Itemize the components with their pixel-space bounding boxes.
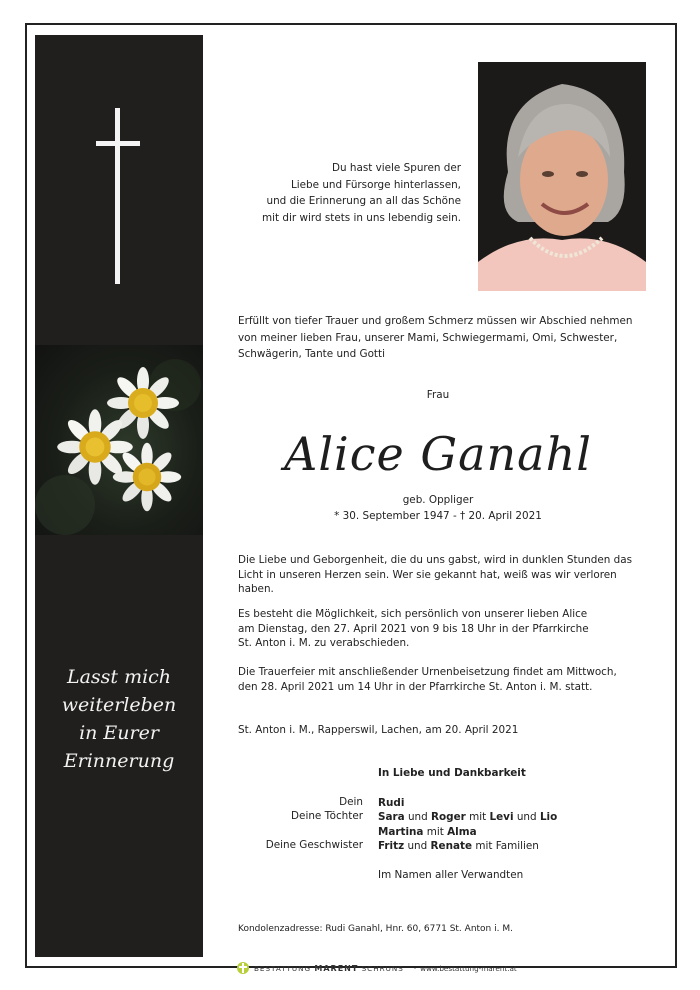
family-relatives: Im Namen aller Verwandten — [378, 869, 524, 881]
footer-website[interactable]: www.bestattung-marent.at — [420, 963, 517, 973]
place-date: St. Anton i. M., Rapperswil, Lachen, am 20. April 2021 — [238, 724, 519, 736]
verse-line: und die Erinnerung an all das Schöne — [266, 195, 461, 207]
deceased-name: Alice Ganahl — [284, 427, 592, 481]
portrait-photo — [478, 62, 646, 291]
paragraph-line: den 28. April 2021 um 14 Uhr in der Pfarrkirche St. Anton i. M. statt. — [238, 680, 593, 693]
paragraph-line: Licht in unseren Herzen sein. Wer sie gekannt hat, weiß was wir verloren — [238, 568, 617, 581]
family-connector: mit Familien — [475, 840, 539, 852]
cross-icon — [96, 108, 140, 284]
family-husband — [378, 796, 404, 811]
paragraph-line: am Dienstag, den 27. April 2021 von 9 bis 18 Uhr in der Pfarrkirche — [238, 622, 589, 635]
paragraph-line: Es besteht die Möglichkeit, sich persönlich von unserer lieben Alice — [238, 608, 588, 620]
verse-line: Du hast viele Spuren der — [331, 162, 461, 174]
family-name: Roger — [431, 811, 466, 823]
family-label-siblings: Deine Geschwister — [265, 839, 363, 851]
family-daughters-row1 — [378, 810, 557, 825]
family-name: Fritz — [378, 840, 405, 852]
footer-town: SCHRUNS — [361, 963, 404, 973]
verse-line: Liebe und Fürsorge hinterlassen, — [290, 178, 461, 191]
sidebar-quote-line: weiterleben — [61, 694, 177, 716]
paragraph-farewell — [238, 607, 648, 651]
footer-brand-name: MARENT — [314, 963, 359, 973]
funeral-home-logo-icon — [236, 961, 250, 975]
paragraph-line: Die Trauerfeier mit anschließender Urnenbeisetzung findet am Mittwoch, — [238, 666, 617, 678]
paragraph-ceremony — [238, 665, 648, 694]
intro-line: Schwägerin, Tante und Gotti — [238, 348, 385, 360]
closing-heading: In Liebe und Dankbarkeit — [378, 767, 526, 779]
paragraph-line: Die Liebe und Geborgenheit, die du uns gabst, wird in dunklen Stunden das — [238, 554, 633, 566]
footer-brand — [254, 964, 404, 973]
family-name: Sara — [378, 811, 405, 823]
sidebar-quote — [35, 663, 203, 775]
life-dates: * 30. September 1947 - † 20. April 2021 — [334, 510, 542, 522]
sidebar-quote-line: in Eurer — [79, 722, 159, 744]
family-connector: und — [407, 811, 428, 823]
family-name: Alma — [447, 826, 477, 838]
sidebar-quote-line: Lasst mich — [66, 666, 172, 688]
family-name: Lio — [539, 811, 558, 823]
family-connector: mit — [426, 826, 444, 838]
daisy-flowers-image — [35, 345, 203, 535]
sidebar-quote-line: Erinnerung — [63, 750, 175, 772]
salutation: Frau — [426, 389, 450, 401]
intro-line: Erfüllt von tiefer Trauer und großem Schmerz müssen wir Abschied nehmen — [238, 315, 633, 327]
family-name: Rudi — [378, 797, 405, 809]
footer-branding — [236, 961, 517, 975]
paragraph-line: haben. — [238, 583, 274, 596]
footer-brand-prefix: BESTATTUNG — [254, 963, 312, 973]
family-siblings — [378, 839, 539, 854]
family-name: Levi — [489, 811, 514, 823]
family-connector: mit — [469, 811, 487, 823]
footer-separator: · — [413, 963, 417, 973]
family-connector: und — [516, 811, 537, 823]
family-label-daughters: Deine Töchter — [291, 810, 363, 822]
verse-line: mit dir wird stets in uns lebendig sein. — [262, 211, 461, 224]
paragraph-line: St. Anton i. M. zu verabschieden. — [238, 637, 410, 650]
intro-line: von meiner lieben Frau, unserer Mami, Schwiegermami, Omi, Schwester, — [238, 331, 618, 344]
family-name: Renate — [430, 840, 473, 852]
intro-text — [238, 313, 638, 363]
family-daughters-row2 — [378, 825, 477, 840]
paragraph-remembrance — [238, 553, 648, 597]
memorial-verse — [225, 160, 461, 226]
family-label-husband: Dein — [339, 796, 363, 808]
family-name: Martina — [378, 826, 424, 838]
family-connector: und — [407, 840, 428, 852]
condolence-address: Kondolenzadresse: Rudi Ganahl, Hnr. 60, 6771 St. Anton i. M. — [238, 924, 513, 934]
maiden-name: geb. Oppliger — [402, 494, 474, 506]
